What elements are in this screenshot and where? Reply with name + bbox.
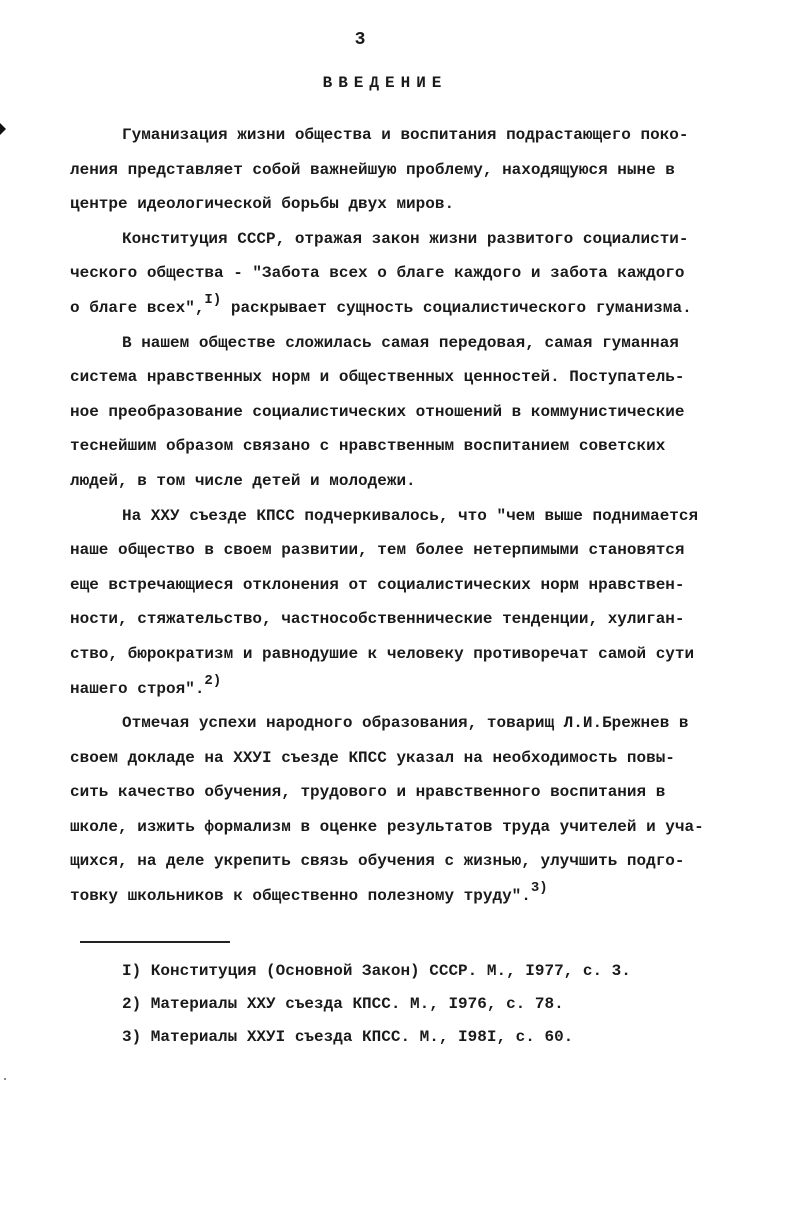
section-heading: ВВЕДЕНИЕ xyxy=(322,74,448,92)
text-line: система нравственных норм и общественных ценностей. Поступатель- xyxy=(70,368,685,387)
footnote-ref-3: 3) xyxy=(530,880,548,897)
text-line: теснейшим образом связано с нравственным воспитанием советских xyxy=(70,437,666,456)
footnote-ref-1: I) xyxy=(204,291,222,308)
footnote-ref-2: 2) xyxy=(204,672,222,689)
paragraph-3 xyxy=(70,326,770,499)
margin-arrow-mark xyxy=(0,123,6,135)
text-line: щихся, на деле укрепить связь обучения с жизнью, улучшить подго- xyxy=(70,852,685,871)
text-line: наше общество в своем развитии, тем более нетерпимыми становятся xyxy=(70,541,685,560)
footnote-2: 2) Материалы ХХУ съезда КПСС. М., I976, с. 78. xyxy=(122,995,564,1013)
paragraph-1 xyxy=(70,118,770,222)
text-fragment: раскрывает сущность социалистического гуманизма. xyxy=(221,298,692,317)
paragraph-5 xyxy=(70,706,770,914)
text-line: ное преобразование социалистических отношений в коммунистические xyxy=(70,402,685,421)
text-line: школе, изжить формализм в оценке результатов труда учителей и уча- xyxy=(70,817,704,836)
footnote-1: I) Конституция (Основной Закон) СССР. М., I977, с. 3. xyxy=(122,962,631,980)
text-line: центре идеологической борьбы двух миров. xyxy=(70,195,455,214)
paragraph-2 xyxy=(70,222,770,326)
footnote-divider xyxy=(80,941,230,943)
scan-speck xyxy=(4,1078,6,1080)
text-line: Конституция СССР, отражая закон жизни развитого социалисти- xyxy=(122,229,689,248)
text-line: Гуманизация жизни общества и воспитания подрастающего поко- xyxy=(122,126,689,144)
page-number: 3 xyxy=(354,30,366,50)
text-line: ство, бюрократизм и равнодушие к человеку противоречат самой сути xyxy=(70,644,695,663)
text-line: Отмечая успехи народного образования, товарищ Л.И.Брежнев в xyxy=(122,714,689,733)
body-text xyxy=(70,118,770,914)
footnotes xyxy=(122,955,762,1054)
text-line: своем докладе на ХХУI съезде КПСС указал на необходимость повы- xyxy=(70,748,675,767)
text-line-with-footnote xyxy=(70,879,770,914)
footnote-3: 3) Материалы ХХУI съезда КПСС. М., I98I, с. 60. xyxy=(122,1028,574,1046)
text-line: еще встречающиеся отклонения от социалистических норм нравствен- xyxy=(70,575,685,594)
text-fragment: товку школьников к общественно полезному труду". xyxy=(70,887,531,906)
text-line: сить качество обучения, трудового и нравственного воспитания в xyxy=(70,783,666,802)
text-line: ности, стяжательство, частнособственнические тенденции, хулиган- xyxy=(70,610,685,629)
text-line: ления представляет собой важнейшую проблему, находящуюся ныне в xyxy=(70,160,675,179)
text-line-with-footnote xyxy=(70,291,770,326)
text-fragment: нашего строя". xyxy=(70,679,205,698)
text-line-with-footnote xyxy=(70,672,770,707)
text-line: ческого общества - "Забота всех о благе каждого и забота каждого xyxy=(70,264,685,283)
text-line: В нашем обществе сложилась самая передовая, самая гуманная xyxy=(122,333,679,352)
text-line: людей, в том числе детей и молодежи. xyxy=(70,471,416,490)
text-fragment: о благе всех", xyxy=(70,298,205,317)
paragraph-4 xyxy=(70,499,770,707)
text-line: На ХХУ съезде КПСС подчеркивалось, что "чем выше поднимается xyxy=(122,506,699,525)
